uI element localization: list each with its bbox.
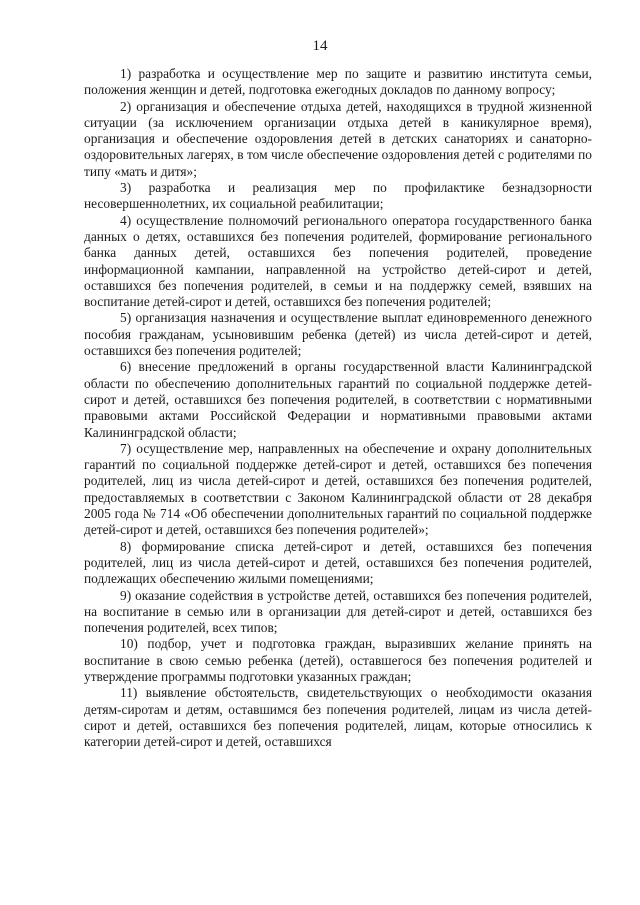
- list-item-2: 2) организация и обеспечение отдыха детей, находящихся в трудной жизненной ситуации (за исключением организации отдыха детей в каникулярное время), организация и обеспечение оздоровления детей в детских санаториях и санаторно-оздоровительных лагерях, в том числе обеспечение оздоровления детей с родителями по типу «мать и дитя»;: [84, 98, 592, 179]
- list-item-10: 10) подбор, учет и подготовка граждан, выразивших желание принять на воспитание в свою семью ребенка (детей), оставшегося без попечения родителей и утверждение программы подготовки указанных граждан;: [84, 636, 592, 684]
- list-item-11: 11) выявление обстоятельств, свидетельствующих о необходимости оказания детям-сиротам и детям, оставшимся без попечения родителей, лицам из числа детей-сирот и детей, оставшихся без попечения родителей, лицам, которые относились к категории детей-сирот и детей, оставшихся: [84, 685, 592, 750]
- list-item-3: 3) разработка и реализация мер по профилактике безнадзорности несовершеннолетних, их социальной реабилитации;: [84, 180, 592, 212]
- list-item-8: 8) формирование списка детей-сирот и детей, оставшихся без попечения родителей, лиц из числа детей-сирот и детей, оставшихся без попечения родителей, подлежащих обеспечению жилыми помещениями;: [84, 538, 592, 587]
- page-number: 14: [312, 38, 328, 54]
- list-item-9: 9) оказание содействия в устройстве детей, оставшихся без попечения родителей, на воспитание в семью или в организации для детей-сирот и детей, оставшихся без попечения родителей, всех типов;: [84, 587, 592, 636]
- document-body: [84, 66, 592, 750]
- list-item-7: 7) осуществление мер, направленных на обеспечение и охрану дополнительных гарантий по социальной поддержке детей-сирот и детей, оставшихся без попечения родителей, лиц из числа детей-сирот и детей, оставшихся без попечения родителей, предоставляемых в соответствии с Законом Калининградской области от 28 декабря 2005 года № 714 «Об обеспечении дополнительных гарантий по социальной поддержке детей-сирот и детей, оставшихся без попечения родителей»;: [84, 440, 592, 538]
- list-item-5: 5) организация назначения и осуществление выплат единовременного денежного пособия гражданам, усыновившим ребенка (детей) из числа детей-сирот и детей, оставшихся без попечения родителей;: [84, 310, 592, 359]
- list-item-4: 4) осуществление полномочий регионального оператора государственного банка данных о детях, оставшихся без попечения родителей, формирование регионального банка данных детей, оставшихся без попечения родителей, проведение информационной кампании, направленной на устройство детей-сирот и детей, оставшихся без попечения родителей, в семьи и на поддержку семей, взявших на воспитание детей-сирот и детей, оставшихся без попечения родителей;: [84, 212, 592, 310]
- list-item-6: 6) внесение предложений в органы государственной власти Калининградской области по обеспечению дополнительных гарантий по социальной поддержке детей-сирот и детей, оставшихся без попечения родителей, в соответствии с нормативными правовыми актами Российской Федерации и нормативными правовыми актами Калининградской области;: [84, 359, 592, 440]
- list-item-1: 1) разработка и осуществление мер по защите и развитию института семьи, положения женщин и детей, подготовка ежегодных докладов по данному вопросу;: [84, 66, 592, 98]
